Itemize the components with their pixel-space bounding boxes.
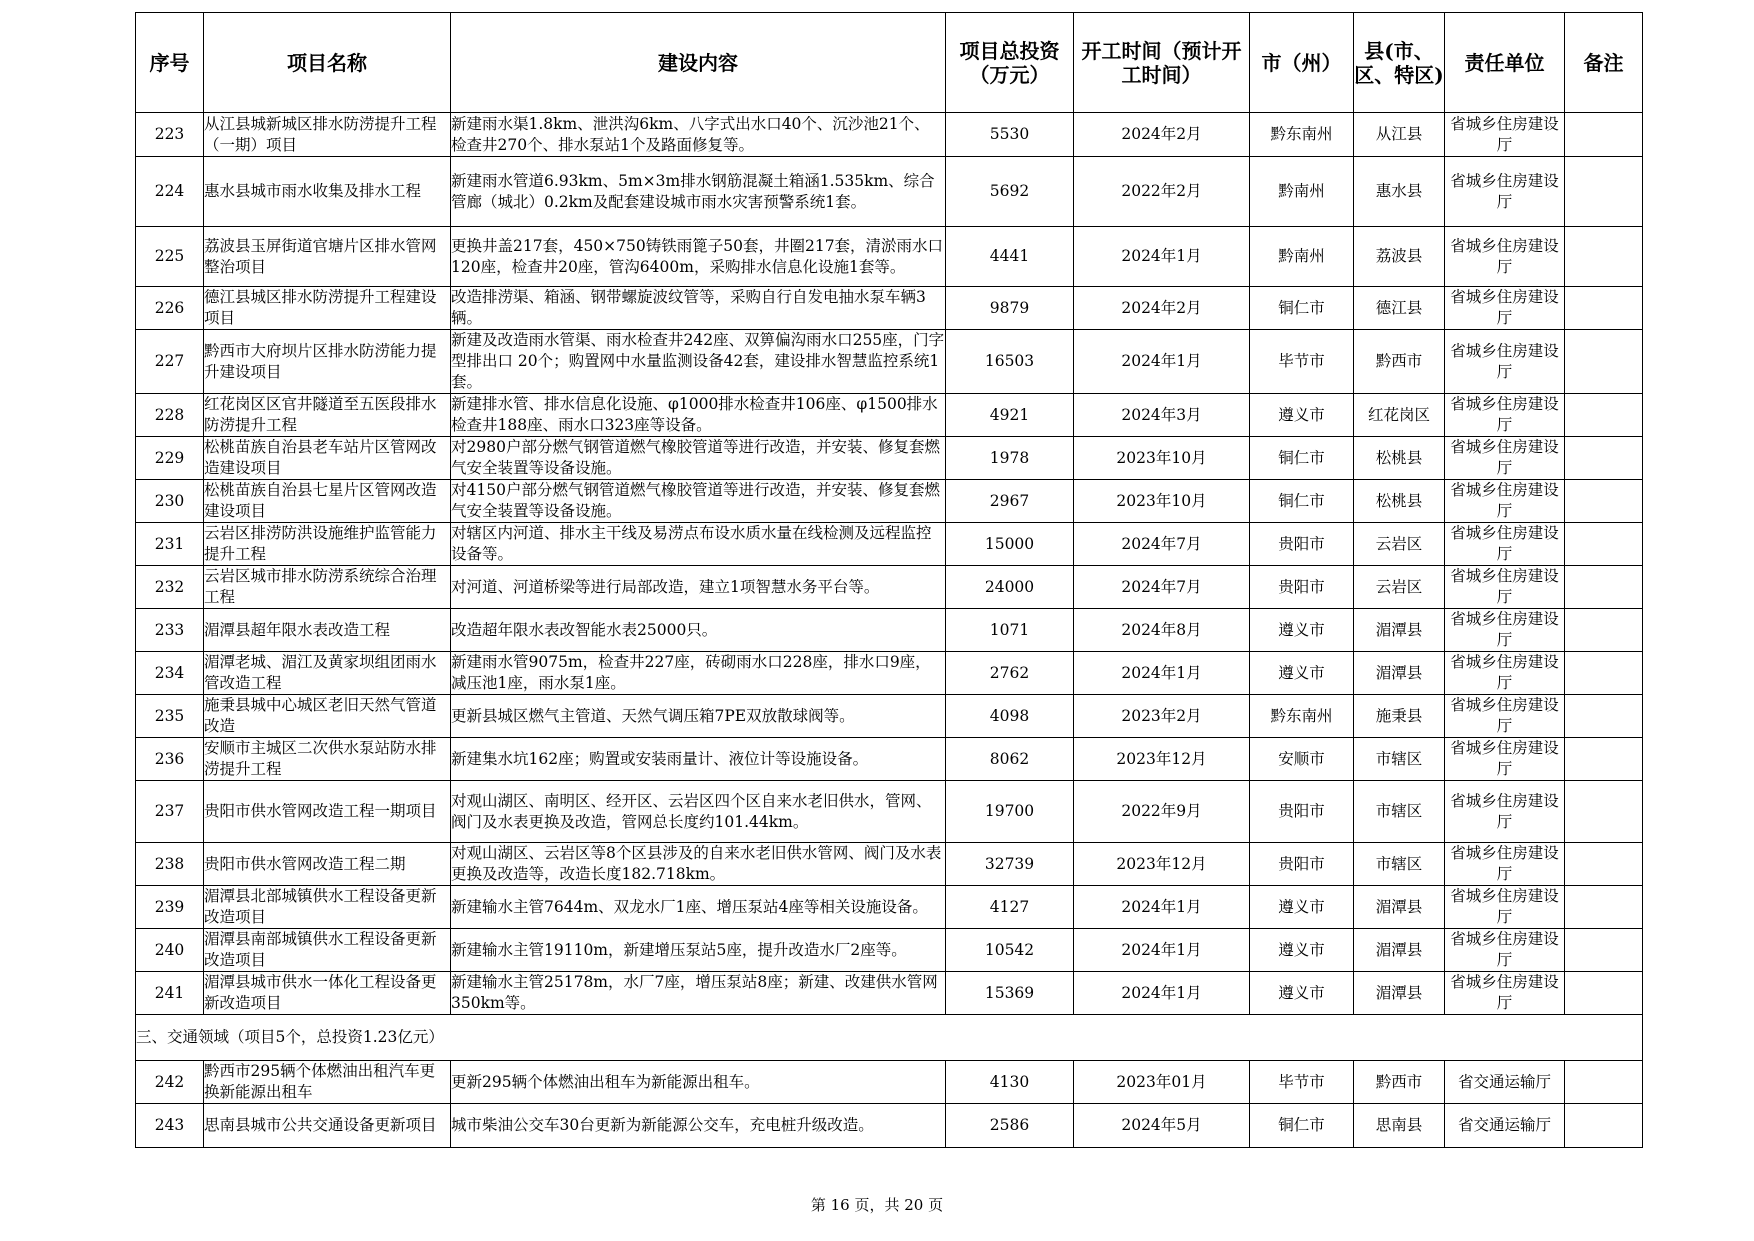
city-cell: 铜仁市 bbox=[1250, 437, 1354, 480]
remark-cell bbox=[1565, 843, 1643, 886]
start-time-cell: 2022年2月 bbox=[1074, 157, 1250, 227]
page-footer: 第 16 页，共 20 页 bbox=[810, 1196, 944, 1214]
city-cell: 遵义市 bbox=[1250, 929, 1354, 972]
city-cell: 贵阳市 bbox=[1250, 781, 1354, 843]
total-investment-cell: 4098 bbox=[946, 695, 1074, 738]
table-row bbox=[136, 437, 1643, 480]
project-name-cell: 湄潭县北部城镇供水工程设备更新改造项目 bbox=[204, 886, 451, 929]
start-time-cell: 2024年7月 bbox=[1074, 566, 1250, 609]
remark-cell bbox=[1565, 523, 1643, 566]
county-cell: 市辖区 bbox=[1354, 843, 1445, 886]
start-time-cell: 2024年1月 bbox=[1074, 929, 1250, 972]
table-row bbox=[136, 972, 1643, 1015]
responsible-unit-cell: 省城乡住房建设厅 bbox=[1445, 843, 1565, 886]
start-time-cell: 2024年7月 bbox=[1074, 523, 1250, 566]
start-time-cell: 2024年1月 bbox=[1074, 972, 1250, 1015]
construction-content-cell: 新建雨水渠1.8km、泄洪沟6km、八字式出水口40个、沉沙池21个、检查井270个、排水泵站1个及路面修复等。 bbox=[451, 113, 946, 157]
table-row bbox=[136, 929, 1643, 972]
remark-cell bbox=[1565, 1061, 1643, 1104]
city-cell: 遵义市 bbox=[1250, 886, 1354, 929]
county-cell: 湄潭县 bbox=[1354, 609, 1445, 652]
table-body-transport bbox=[136, 1061, 1643, 1148]
county-cell: 湄潭县 bbox=[1354, 972, 1445, 1015]
total-investment-cell: 5530 bbox=[946, 113, 1074, 157]
project-name-cell: 黔西市大府坝片区排水防涝能力提升建设项目 bbox=[204, 330, 451, 394]
header-investment: 项目总投资（万元） bbox=[946, 13, 1074, 113]
county-cell: 德江县 bbox=[1354, 287, 1445, 330]
total-investment-cell: 9879 bbox=[946, 287, 1074, 330]
project-name-cell: 湄潭县南部城镇供水工程设备更新改造项目 bbox=[204, 929, 451, 972]
project-name-cell: 湄潭老城、湄江及黄家坝组团雨水管改造工程 bbox=[204, 652, 451, 695]
responsible-unit-cell: 省城乡住房建设厅 bbox=[1445, 609, 1565, 652]
header-county: 县(市、区、特区) bbox=[1354, 13, 1445, 113]
county-cell: 施秉县 bbox=[1354, 695, 1445, 738]
table-row bbox=[136, 738, 1643, 781]
responsible-unit-cell: 省交通运输厅 bbox=[1445, 1104, 1565, 1148]
construction-content-cell: 更换井盖217套，450×750铸铁雨篦子50套，井圈217套，清淤雨水口120座，检查井20座，管沟6400m，采购排水信息化设施1套等。 bbox=[451, 227, 946, 287]
county-cell: 云岩区 bbox=[1354, 566, 1445, 609]
responsible-unit-cell: 省城乡住房建设厅 bbox=[1445, 652, 1565, 695]
table-row bbox=[136, 113, 1643, 157]
start-time-cell: 2023年10月 bbox=[1074, 480, 1250, 523]
county-cell: 云岩区 bbox=[1354, 523, 1445, 566]
table-row bbox=[136, 1104, 1643, 1148]
header-row bbox=[136, 13, 1643, 113]
city-cell: 安顺市 bbox=[1250, 738, 1354, 781]
construction-content-cell: 对观山湖区、云岩区等8个区县涉及的自来水老旧供水管网、阀门及水表更换及改造等，改造长度182.718km。 bbox=[451, 843, 946, 886]
county-cell: 黔西市 bbox=[1354, 1061, 1445, 1104]
total-investment-cell: 19700 bbox=[946, 781, 1074, 843]
remark-cell bbox=[1565, 113, 1643, 157]
county-cell: 红花岗区 bbox=[1354, 394, 1445, 437]
city-cell: 毕节市 bbox=[1250, 330, 1354, 394]
table-row bbox=[136, 886, 1643, 929]
table-row bbox=[136, 652, 1643, 695]
county-cell: 松桃县 bbox=[1354, 480, 1445, 523]
row-number-cell: 235 bbox=[136, 695, 204, 738]
county-cell: 湄潭县 bbox=[1354, 886, 1445, 929]
remark-cell bbox=[1565, 972, 1643, 1015]
total-investment-cell: 2762 bbox=[946, 652, 1074, 695]
project-name-cell: 湄潭县城市供水一体化工程设备更新改造项目 bbox=[204, 972, 451, 1015]
construction-content-cell: 更新县城区燃气主管道、天然气调压箱7PE双放散球阀等。 bbox=[451, 695, 946, 738]
project-name-cell: 惠水县城市雨水收集及排水工程 bbox=[204, 157, 451, 227]
responsible-unit-cell: 省城乡住房建设厅 bbox=[1445, 227, 1565, 287]
total-investment-cell: 2967 bbox=[946, 480, 1074, 523]
start-time-cell: 2024年1月 bbox=[1074, 886, 1250, 929]
project-name-cell: 安顺市主城区二次供水泵站防水排涝提升工程 bbox=[204, 738, 451, 781]
county-cell: 思南县 bbox=[1354, 1104, 1445, 1148]
construction-content-cell: 对河道、河道桥梁等进行局部改造，建立1项智慧水务平台等。 bbox=[451, 566, 946, 609]
city-cell: 遵义市 bbox=[1250, 394, 1354, 437]
total-investment-cell: 4130 bbox=[946, 1061, 1074, 1104]
county-cell: 湄潭县 bbox=[1354, 652, 1445, 695]
city-cell: 黔南州 bbox=[1250, 227, 1354, 287]
city-cell: 遵义市 bbox=[1250, 652, 1354, 695]
start-time-cell: 2024年1月 bbox=[1074, 652, 1250, 695]
responsible-unit-cell: 省城乡住房建设厅 bbox=[1445, 157, 1565, 227]
remark-cell bbox=[1565, 886, 1643, 929]
row-number-cell: 232 bbox=[136, 566, 204, 609]
construction-content-cell: 新建集水坑162座；购置或安装雨量计、液位计等设施设备。 bbox=[451, 738, 946, 781]
header-unit: 责任单位 bbox=[1445, 13, 1565, 113]
table-row bbox=[136, 1061, 1643, 1104]
table-row bbox=[136, 609, 1643, 652]
row-number-cell: 223 bbox=[136, 113, 204, 157]
project-name-cell: 松桃苗族自治县老车站片区管网改造建设项目 bbox=[204, 437, 451, 480]
construction-content-cell: 新建输水主管25178m，水厂7座，增压泵站8座；新建、改建供水管网350km等。 bbox=[451, 972, 946, 1015]
row-number-cell: 236 bbox=[136, 738, 204, 781]
remark-cell bbox=[1565, 695, 1643, 738]
row-number-cell: 230 bbox=[136, 480, 204, 523]
project-table bbox=[135, 12, 1643, 1148]
table-body-housing bbox=[136, 113, 1643, 1015]
city-cell: 铜仁市 bbox=[1250, 1104, 1354, 1148]
table-row bbox=[136, 157, 1643, 227]
remark-cell bbox=[1565, 566, 1643, 609]
header-no: 序号 bbox=[136, 13, 204, 113]
city-cell: 黔东南州 bbox=[1250, 695, 1354, 738]
construction-content-cell: 新建雨水管道6.93km、5m×3m排水钢筋混凝土箱涵1.535km、综合管廊（城北）0.2km及配套建设城市雨水灾害预警系统1套。 bbox=[451, 157, 946, 227]
header-start: 开工时间（预计开工时间） bbox=[1074, 13, 1250, 113]
table-row bbox=[136, 843, 1643, 886]
city-cell: 遵义市 bbox=[1250, 972, 1354, 1015]
table-row bbox=[136, 480, 1643, 523]
city-cell: 铜仁市 bbox=[1250, 287, 1354, 330]
responsible-unit-cell: 省城乡住房建设厅 bbox=[1445, 394, 1565, 437]
responsible-unit-cell: 省城乡住房建设厅 bbox=[1445, 738, 1565, 781]
start-time-cell: 2024年5月 bbox=[1074, 1104, 1250, 1148]
row-number-cell: 229 bbox=[136, 437, 204, 480]
city-cell: 黔东南州 bbox=[1250, 113, 1354, 157]
total-investment-cell: 32739 bbox=[946, 843, 1074, 886]
total-investment-cell: 24000 bbox=[946, 566, 1074, 609]
total-investment-cell: 8062 bbox=[946, 738, 1074, 781]
responsible-unit-cell: 省交通运输厅 bbox=[1445, 1061, 1565, 1104]
header-content: 建设内容 bbox=[451, 13, 946, 113]
total-investment-cell: 15369 bbox=[946, 972, 1074, 1015]
remark-cell bbox=[1565, 1104, 1643, 1148]
construction-content-cell: 对观山湖区、南明区、经开区、云岩区四个区自来水老旧供水，管网、阀门及水表更换及改造，管网总长度约101.44km。 bbox=[451, 781, 946, 843]
total-investment-cell: 4127 bbox=[946, 886, 1074, 929]
remark-cell bbox=[1565, 929, 1643, 972]
row-number-cell: 243 bbox=[136, 1104, 204, 1148]
project-name-cell: 云岩区排涝防洪设施维护监管能力提升工程 bbox=[204, 523, 451, 566]
start-time-cell: 2024年3月 bbox=[1074, 394, 1250, 437]
responsible-unit-cell: 省城乡住房建设厅 bbox=[1445, 695, 1565, 738]
row-number-cell: 228 bbox=[136, 394, 204, 437]
city-cell: 遵义市 bbox=[1250, 609, 1354, 652]
project-name-cell: 从江县城新城区排水防涝提升工程（一期）项目 bbox=[204, 113, 451, 157]
table-row bbox=[136, 523, 1643, 566]
table-row bbox=[136, 227, 1643, 287]
start-time-cell: 2024年2月 bbox=[1074, 287, 1250, 330]
construction-content-cell: 新建输水主管7644m、双龙水厂1座、增压泵站4座等相关设施设备。 bbox=[451, 886, 946, 929]
row-number-cell: 225 bbox=[136, 227, 204, 287]
start-time-cell: 2022年9月 bbox=[1074, 781, 1250, 843]
responsible-unit-cell: 省城乡住房建设厅 bbox=[1445, 781, 1565, 843]
start-time-cell: 2023年2月 bbox=[1074, 695, 1250, 738]
responsible-unit-cell: 省城乡住房建设厅 bbox=[1445, 972, 1565, 1015]
row-number-cell: 242 bbox=[136, 1061, 204, 1104]
city-cell: 贵阳市 bbox=[1250, 566, 1354, 609]
responsible-unit-cell: 省城乡住房建设厅 bbox=[1445, 437, 1565, 480]
responsible-unit-cell: 省城乡住房建设厅 bbox=[1445, 480, 1565, 523]
row-number-cell: 237 bbox=[136, 781, 204, 843]
start-time-cell: 2023年12月 bbox=[1074, 738, 1250, 781]
construction-content-cell: 新建及改造雨水管渠、雨水检查井242座、双箅偏沟雨水口255座，门字型排出口 20个；购置网中水量监测设备42套，建设排水智慧监控系统1套。 bbox=[451, 330, 946, 394]
responsible-unit-cell: 省城乡住房建设厅 bbox=[1445, 523, 1565, 566]
construction-content-cell: 对4150户部分燃气钢管道燃气橡胶管道等进行改造，并安装、修复套燃气安全装置等设备设施。 bbox=[451, 480, 946, 523]
construction-content-cell: 新建雨水管9075m，检查井227座，砖砌雨水口228座，排水口9座，减压池1座，雨水泵1座。 bbox=[451, 652, 946, 695]
project-name-cell: 施秉县城中心城区老旧天然气管道改造 bbox=[204, 695, 451, 738]
project-name-cell: 松桃苗族自治县七星片区管网改造建设项目 bbox=[204, 480, 451, 523]
table-row bbox=[136, 566, 1643, 609]
construction-content-cell: 新建排水管、排水信息化设施、φ1000排水检查井106座、φ1500排水检查井188座、雨水口323座等设备。 bbox=[451, 394, 946, 437]
county-cell: 从江县 bbox=[1354, 113, 1445, 157]
construction-content-cell: 新建输水主管19110m，新建增压泵站5座，提升改造水厂2座等。 bbox=[451, 929, 946, 972]
table-row bbox=[136, 781, 1643, 843]
responsible-unit-cell: 省城乡住房建设厅 bbox=[1445, 287, 1565, 330]
row-number-cell: 234 bbox=[136, 652, 204, 695]
city-cell: 毕节市 bbox=[1250, 1061, 1354, 1104]
total-investment-cell: 5692 bbox=[946, 157, 1074, 227]
table-row bbox=[136, 695, 1643, 738]
remark-cell bbox=[1565, 781, 1643, 843]
section-row bbox=[136, 1015, 1643, 1061]
county-cell: 市辖区 bbox=[1354, 738, 1445, 781]
remark-cell bbox=[1565, 738, 1643, 781]
start-time-cell: 2023年12月 bbox=[1074, 843, 1250, 886]
section-title: 三、交通领域（项目5个，总投资1.23亿元） bbox=[136, 1015, 1643, 1061]
project-name-cell: 贵阳市供水管网改造工程一期项目 bbox=[204, 781, 451, 843]
project-name-cell: 荔波县玉屏街道官塘片区排水管网整治项目 bbox=[204, 227, 451, 287]
total-investment-cell: 1071 bbox=[946, 609, 1074, 652]
project-name-cell: 贵阳市供水管网改造工程二期 bbox=[204, 843, 451, 886]
remark-cell bbox=[1565, 287, 1643, 330]
project-name-cell: 湄潭县超年限水表改造工程 bbox=[204, 609, 451, 652]
project-name-cell: 德江县城区排水防涝提升工程建设项目 bbox=[204, 287, 451, 330]
construction-content-cell: 对2980户部分燃气钢管道燃气橡胶管道等进行改造，并安装、修复套燃气安全装置等设备设施。 bbox=[451, 437, 946, 480]
responsible-unit-cell: 省城乡住房建设厅 bbox=[1445, 566, 1565, 609]
total-investment-cell: 4441 bbox=[946, 227, 1074, 287]
row-number-cell: 231 bbox=[136, 523, 204, 566]
header-name: 项目名称 bbox=[204, 13, 451, 113]
construction-content-cell: 城市柴油公交车30台更新为新能源公交车，充电桩升级改造。 bbox=[451, 1104, 946, 1148]
table-body-section bbox=[136, 1015, 1643, 1061]
city-cell: 贵阳市 bbox=[1250, 843, 1354, 886]
responsible-unit-cell: 省城乡住房建设厅 bbox=[1445, 929, 1565, 972]
row-number-cell: 224 bbox=[136, 157, 204, 227]
total-investment-cell: 15000 bbox=[946, 523, 1074, 566]
row-number-cell: 226 bbox=[136, 287, 204, 330]
row-number-cell: 233 bbox=[136, 609, 204, 652]
county-cell: 湄潭县 bbox=[1354, 929, 1445, 972]
start-time-cell: 2024年8月 bbox=[1074, 609, 1250, 652]
city-cell: 铜仁市 bbox=[1250, 480, 1354, 523]
remark-cell bbox=[1565, 609, 1643, 652]
table-row bbox=[136, 330, 1643, 394]
total-investment-cell: 1978 bbox=[946, 437, 1074, 480]
remark-cell bbox=[1565, 652, 1643, 695]
start-time-cell: 2023年01月 bbox=[1074, 1061, 1250, 1104]
total-investment-cell: 16503 bbox=[946, 330, 1074, 394]
header-city: 市（州） bbox=[1250, 13, 1354, 113]
project-name-cell: 思南县城市公共交通设备更新项目 bbox=[204, 1104, 451, 1148]
row-number-cell: 227 bbox=[136, 330, 204, 394]
table-row bbox=[136, 287, 1643, 330]
remark-cell bbox=[1565, 157, 1643, 227]
start-time-cell: 2024年2月 bbox=[1074, 113, 1250, 157]
project-name-cell: 黔西市295辆个体燃油出租汽车更换新能源出租车 bbox=[204, 1061, 451, 1104]
start-time-cell: 2024年1月 bbox=[1074, 227, 1250, 287]
total-investment-cell: 2586 bbox=[946, 1104, 1074, 1148]
responsible-unit-cell: 省城乡住房建设厅 bbox=[1445, 330, 1565, 394]
city-cell: 贵阳市 bbox=[1250, 523, 1354, 566]
remark-cell bbox=[1565, 227, 1643, 287]
total-investment-cell: 10542 bbox=[946, 929, 1074, 972]
row-number-cell: 239 bbox=[136, 886, 204, 929]
table-row bbox=[136, 394, 1643, 437]
start-time-cell: 2024年1月 bbox=[1074, 330, 1250, 394]
construction-content-cell: 改造超年限水表改智能水表25000只。 bbox=[451, 609, 946, 652]
responsible-unit-cell: 省城乡住房建设厅 bbox=[1445, 113, 1565, 157]
row-number-cell: 241 bbox=[136, 972, 204, 1015]
city-cell: 黔南州 bbox=[1250, 157, 1354, 227]
project-name-cell: 红花岗区区官井隧道至五医段排水防涝提升工程 bbox=[204, 394, 451, 437]
row-number-cell: 238 bbox=[136, 843, 204, 886]
remark-cell bbox=[1565, 480, 1643, 523]
construction-content-cell: 对辖区内河道、排水主干线及易涝点布设水质水量在线检测及远程监控设备等。 bbox=[451, 523, 946, 566]
responsible-unit-cell: 省城乡住房建设厅 bbox=[1445, 886, 1565, 929]
remark-cell bbox=[1565, 437, 1643, 480]
county-cell: 黔西市 bbox=[1354, 330, 1445, 394]
remark-cell bbox=[1565, 330, 1643, 394]
row-number-cell: 240 bbox=[136, 929, 204, 972]
construction-content-cell: 改造排涝渠、箱涵、钢带螺旋波纹管等，采购自行自发电抽水泵车辆3辆。 bbox=[451, 287, 946, 330]
county-cell: 荔波县 bbox=[1354, 227, 1445, 287]
remark-cell bbox=[1565, 394, 1643, 437]
header-remark: 备注 bbox=[1565, 13, 1643, 113]
construction-content-cell: 更新295辆个体燃油出租车为新能源出租车。 bbox=[451, 1061, 946, 1104]
county-cell: 市辖区 bbox=[1354, 781, 1445, 843]
county-cell: 松桃县 bbox=[1354, 437, 1445, 480]
total-investment-cell: 4921 bbox=[946, 394, 1074, 437]
start-time-cell: 2023年10月 bbox=[1074, 437, 1250, 480]
project-name-cell: 云岩区城市排水防涝系统综合治理工程 bbox=[204, 566, 451, 609]
county-cell: 惠水县 bbox=[1354, 157, 1445, 227]
